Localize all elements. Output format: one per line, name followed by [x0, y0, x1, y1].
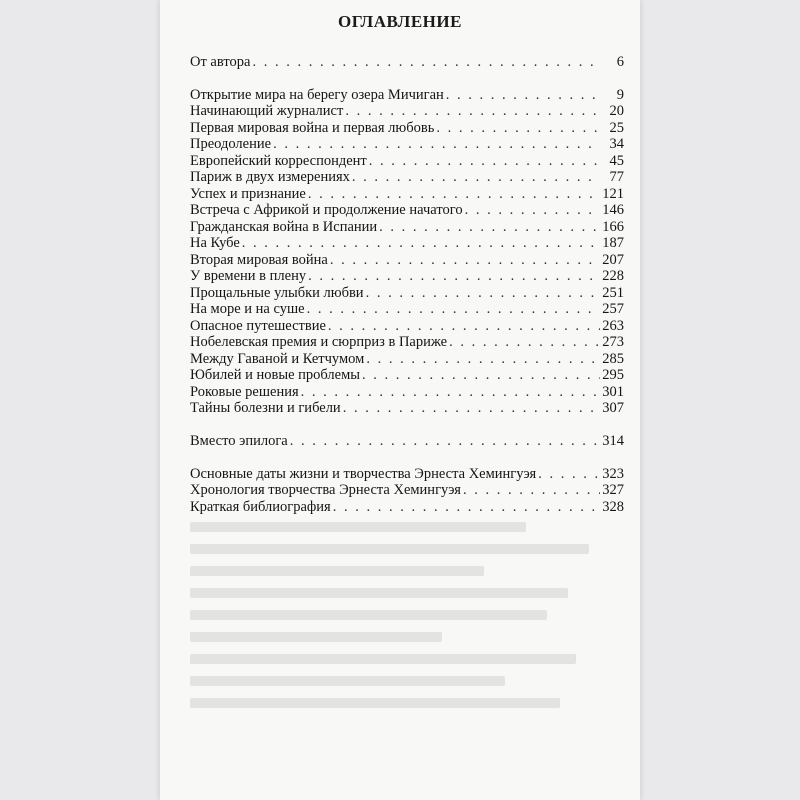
toc-entry-page: 251 — [602, 285, 624, 301]
toc-entry-title: Нобелевская премия и сюрприз в Париже — [190, 334, 448, 350]
toc-entry-page: 328 — [602, 499, 624, 515]
toc-entry-page: 307 — [602, 400, 624, 416]
dot-leader — [242, 234, 600, 252]
toc-entry — [190, 481, 624, 499]
toc-entry-title: Европейский корреспондент — [190, 153, 367, 169]
toc-entry-title: Вторая мировая война — [190, 252, 328, 268]
toc-entry-title: Основные даты жизни и творчества Эрнеста Хемингуэя — [190, 466, 537, 482]
toc-entry-title: Встреча с Африкой и продолжение начатого — [190, 202, 463, 218]
toc-entry-title: На Кубе — [190, 235, 240, 251]
dot-leader — [465, 201, 600, 219]
toc-entry-title: На море и на суше — [190, 301, 305, 317]
toc-entry-page: 146 — [602, 202, 624, 218]
toc-entry — [190, 399, 624, 417]
toc-entry-title: Юбилей и новые проблемы — [190, 367, 361, 383]
toc-entry-page: 6 — [616, 54, 624, 70]
dot-leader — [273, 135, 600, 153]
toc-entry-page: 25 — [609, 120, 624, 136]
toc-entry-page: 257 — [602, 301, 624, 317]
toc-entry-page: 9 — [616, 87, 624, 103]
toc-entry-title: Открытие мира на берегу озера Мичиган — [190, 87, 444, 103]
toc-entry-page: 263 — [602, 318, 624, 334]
toc-entry-page: 20 — [609, 103, 624, 119]
toc-entry-page: 228 — [602, 268, 624, 284]
toc-entry-page: 301 — [602, 384, 624, 400]
toc-entry-page: 121 — [602, 186, 624, 202]
toc-entry-title: Хронология творчества Эрнеста Хемингуэя — [190, 482, 461, 498]
toc-entry-title: Прощальные улыбки любви — [190, 285, 364, 301]
toc-entry-title: Роковые решения — [190, 384, 299, 400]
toc-entry — [190, 333, 624, 351]
toc-entry-page: 77 — [609, 169, 624, 185]
toc-entry — [190, 300, 624, 318]
dot-leader — [308, 267, 600, 285]
toc-entry-page: 207 — [602, 252, 624, 268]
toc-entry — [190, 366, 624, 384]
dot-leader — [307, 300, 600, 318]
toc-entry-page: 34 — [609, 136, 624, 152]
toc-entry-title: Успех и признание — [190, 186, 306, 202]
dot-leader — [345, 102, 600, 120]
toc-entry-page: 327 — [602, 482, 624, 498]
toc-entry-title: Вместо эпилога — [190, 433, 288, 449]
toc-entry — [190, 498, 624, 516]
dot-leader — [343, 399, 600, 417]
toc-entry-title: Первая мировая война и первая любовь — [190, 120, 435, 136]
dot-leader — [252, 53, 600, 71]
toc-entry — [190, 168, 624, 186]
toc-entry-title: Краткая библиография — [190, 499, 331, 515]
dot-leader — [290, 432, 600, 450]
dot-leader — [333, 498, 600, 516]
toc-entry-title: Преодоление — [190, 136, 272, 152]
toc-entry-title: У времени в плену — [190, 268, 307, 284]
toc-entry-title: От автора — [190, 54, 251, 70]
toc-entry — [190, 267, 624, 285]
toc-entry-page: 323 — [602, 466, 624, 482]
toc-entry-title: Начинающий журналист — [190, 103, 344, 119]
toc-entry-page: 273 — [602, 334, 624, 350]
dot-leader — [352, 168, 600, 186]
toc-entry — [190, 102, 624, 120]
dot-leader — [449, 333, 600, 351]
dot-leader — [362, 366, 600, 384]
toc-entry — [190, 234, 624, 252]
toc-entry-page: 295 — [602, 367, 624, 383]
toc-entry — [190, 201, 624, 219]
toc-entry-page: 45 — [609, 153, 624, 169]
toc-entry-title: Гражданская война в Испании — [190, 219, 378, 235]
toc-entry-title: Между Гаваной и Кетчумом — [190, 351, 365, 367]
toc-entry-title: Тайны болезни и гибели — [190, 400, 341, 416]
toc-entry — [190, 432, 624, 450]
toc-entry-page: 166 — [602, 219, 624, 235]
toc-entry-title: Опасное путешествие — [190, 318, 326, 334]
toc-entry-page: 187 — [602, 235, 624, 251]
toc-entry — [190, 53, 624, 71]
toc-entry-title: Париж в двух измерениях — [190, 169, 350, 185]
toc-entry — [190, 135, 624, 153]
toc-entry-page: 285 — [602, 351, 624, 367]
dot-leader — [463, 481, 600, 499]
toc-heading: ОГЛАВЛЕНИЕ — [338, 12, 462, 31]
toc-entry-page: 314 — [602, 433, 624, 449]
